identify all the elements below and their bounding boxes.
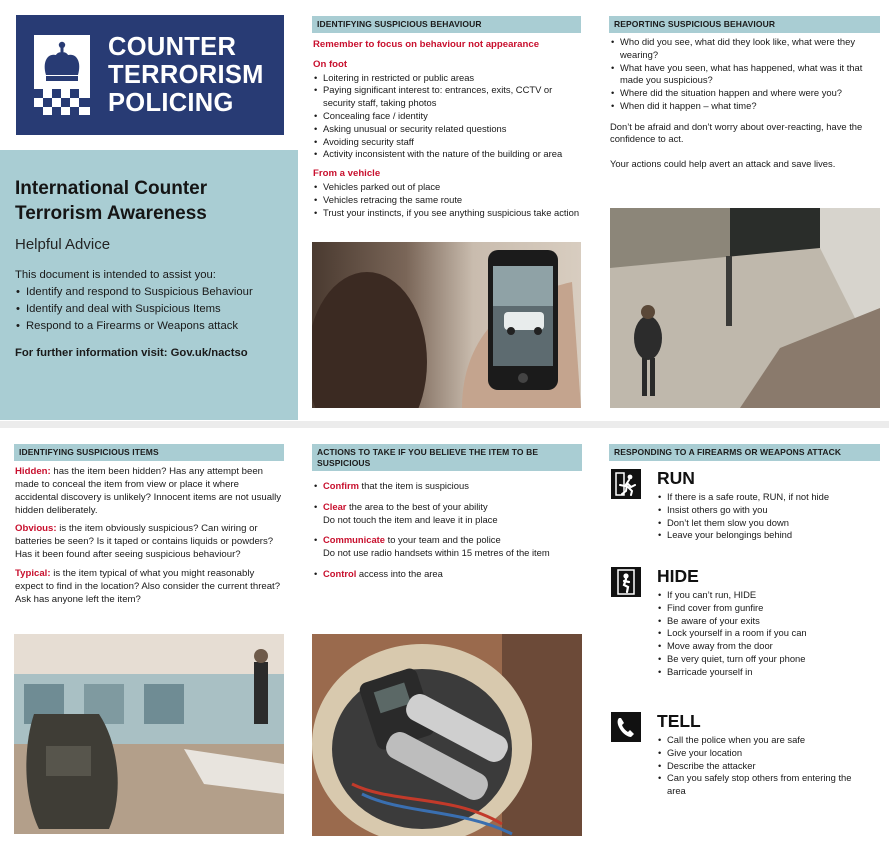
tell-list xyxy=(657,734,857,798)
run-title: RUN xyxy=(657,468,695,488)
step-extra: Do not touch the item and leave it in place xyxy=(323,513,498,525)
tell-title: TELL xyxy=(657,711,701,731)
list-item: • Leave your belongings behind xyxy=(657,529,872,542)
step-key: Control xyxy=(323,567,357,579)
list-item: • Respond to a Firearms or Weapons attack xyxy=(15,318,283,335)
run-list xyxy=(657,491,872,542)
reporting-panel xyxy=(595,0,889,421)
list-item xyxy=(313,480,583,493)
list-item: • Give your location xyxy=(657,747,857,760)
step-text: the area to the best of your ability xyxy=(346,500,488,512)
on-foot-title: On foot xyxy=(313,58,348,70)
intro-title-line: Terrorism Awareness xyxy=(15,203,207,224)
logo-word: POLICING xyxy=(108,89,234,117)
step-text: to your team and the police xyxy=(385,534,501,546)
section-header: IDENTIFYING SUSPICIOUS BEHAVIOUR xyxy=(312,16,581,33)
list-item: • Where did the situation happen and where were you? xyxy=(610,87,882,100)
entry-text: has the item been hidden? Has any attempt been made to conceal the item from view or place it where accidental discovery is unlikely? Innocent items are not usually hidden deliberately. xyxy=(15,466,282,516)
more-info-link: For further information visit: Gov.uk/nactso xyxy=(15,347,248,359)
intro-panel xyxy=(0,0,298,421)
hide-title: HIDE xyxy=(657,566,699,586)
list-item: • Can you safely stop others from entering the area xyxy=(657,772,857,798)
intro-title-line: International Counter xyxy=(15,178,208,199)
list-item: • Avoiding security staff xyxy=(313,136,583,149)
list-item: • Move away from the door xyxy=(657,640,872,653)
behaviour-panel xyxy=(298,0,595,421)
list-item: • What have you seen, what has happened, what was it that made you suspicious? xyxy=(610,62,882,88)
list-item xyxy=(313,568,583,581)
list-item: • Vehicles parked out of place xyxy=(313,181,583,194)
list-item: • Be very quiet, turn off your phone xyxy=(657,653,872,666)
list-item xyxy=(313,534,583,560)
list-item: • Identify and respond to Suspicious Behaviour xyxy=(15,284,283,301)
list-item: • Be aware of your exits xyxy=(657,615,872,628)
hiding-person-icon xyxy=(611,567,641,597)
entry-term: Typical: xyxy=(15,567,51,579)
list-item: • Who did you see, what did they look like, what were they wearing? xyxy=(610,36,882,62)
list-item: • Loitering in restricted or public areas xyxy=(313,72,583,85)
reassure-text: Don’t be afraid and don’t worry about over-reacting, have the confidence to act. xyxy=(610,120,863,145)
logo-wordmark xyxy=(108,33,264,117)
list-item: • Asking unusual or security related questions xyxy=(313,123,583,136)
attack-panel xyxy=(595,428,889,853)
logo-word: COUNTER xyxy=(108,33,237,61)
intro-subtitle: Helpful Advice xyxy=(15,236,111,253)
step-extra: Do not use radio handsets within 15 metres of the item xyxy=(323,547,550,559)
item-entry xyxy=(15,523,283,562)
list-item: • Lock yourself in a room if you can xyxy=(657,627,872,640)
entry-text: is the item typical of what you might reasonably expect to find in the location? Also consider the current threat? Ask has anyone left the item? xyxy=(15,567,281,605)
entry-text: is the item obviously suspicious? Can wiring or batteries be seen? Is it taped or contains liquids or powders? Has it been found after seeing suspicious behaviour? xyxy=(15,523,274,561)
step-key: Clear xyxy=(323,500,347,512)
section-header: REPORTING SUSPICIOUS BEHAVIOUR xyxy=(609,16,880,33)
intro-bullets xyxy=(15,284,283,335)
vehicle-title: From a vehicle xyxy=(313,168,381,180)
list-item: • Trust your instincts, if you see anything suspicious take action xyxy=(313,207,583,220)
list-item: • If you can’t run, HIDE xyxy=(657,589,872,602)
items-panel xyxy=(0,428,298,853)
focus-note: Remember to focus on behaviour not appearance xyxy=(313,39,540,50)
list-item: • Don’t let them slow you down xyxy=(657,517,872,530)
step-key: Confirm xyxy=(323,480,359,491)
phone-photo xyxy=(312,242,581,408)
abandoned-bag-photo xyxy=(14,634,284,834)
intro-description: This document is intended to assist you: xyxy=(15,269,216,281)
list-item: • Activity inconsistent with the nature of the building or area xyxy=(313,148,583,161)
ctp-logo xyxy=(16,15,284,135)
item-entry xyxy=(15,568,283,607)
step-text: that the item is suspicious xyxy=(358,480,469,491)
list-item: • Find cover from gunfire xyxy=(657,602,872,615)
list-item: • When did it happen – what time? xyxy=(610,100,882,113)
street-photo xyxy=(610,208,880,408)
list-item: • Concealing face / identity xyxy=(313,110,583,123)
list-item: • If there is a safe route, RUN, if not hide xyxy=(657,491,872,504)
list-item: • Insist others go with you xyxy=(657,504,872,517)
step-key: Communicate xyxy=(323,534,385,546)
item-entry xyxy=(15,466,283,517)
hide-list xyxy=(657,589,872,678)
intro-title xyxy=(15,176,283,226)
list-item: • Vehicles retracing the same route xyxy=(313,194,583,207)
list-item: • Paying significant interest to: entrances, exits, CCTV or security staff, taking photos xyxy=(313,84,583,110)
suspicious-device-photo xyxy=(312,634,582,836)
actions-panel xyxy=(298,428,595,853)
list-item: • Barricade yourself in xyxy=(657,666,872,679)
vehicle-list xyxy=(313,181,583,219)
step-text: access into the area xyxy=(356,567,443,579)
running-person-icon xyxy=(611,469,641,499)
closing-text: Your actions could help avert an attack and save lives. xyxy=(610,157,836,169)
entry-term: Hidden: xyxy=(15,466,51,477)
entry-term: Obvious: xyxy=(15,523,57,535)
crown-crest-icon xyxy=(34,35,90,115)
list-item: • Identify and deal with Suspicious Items xyxy=(15,301,283,318)
section-header: RESPONDING TO A FIREARMS OR WEAPONS ATTACK xyxy=(609,444,880,461)
list-item xyxy=(313,501,583,527)
action-steps xyxy=(313,480,583,581)
logo-word: TERRORISM xyxy=(108,61,264,89)
section-header: ACTIONS TO TAKE IF YOU BELIEVE THE ITEM TO BE SUSPICIOUS xyxy=(312,444,582,471)
telephone-icon xyxy=(611,712,641,742)
list-item: • Call the police when you are safe xyxy=(657,734,857,747)
section-header: IDENTIFYING SUSPICIOUS ITEMS xyxy=(14,444,284,461)
intro-box xyxy=(0,150,298,420)
on-foot-list xyxy=(313,72,583,161)
report-questions xyxy=(610,36,882,113)
list-item: • Describe the attacker xyxy=(657,760,857,773)
